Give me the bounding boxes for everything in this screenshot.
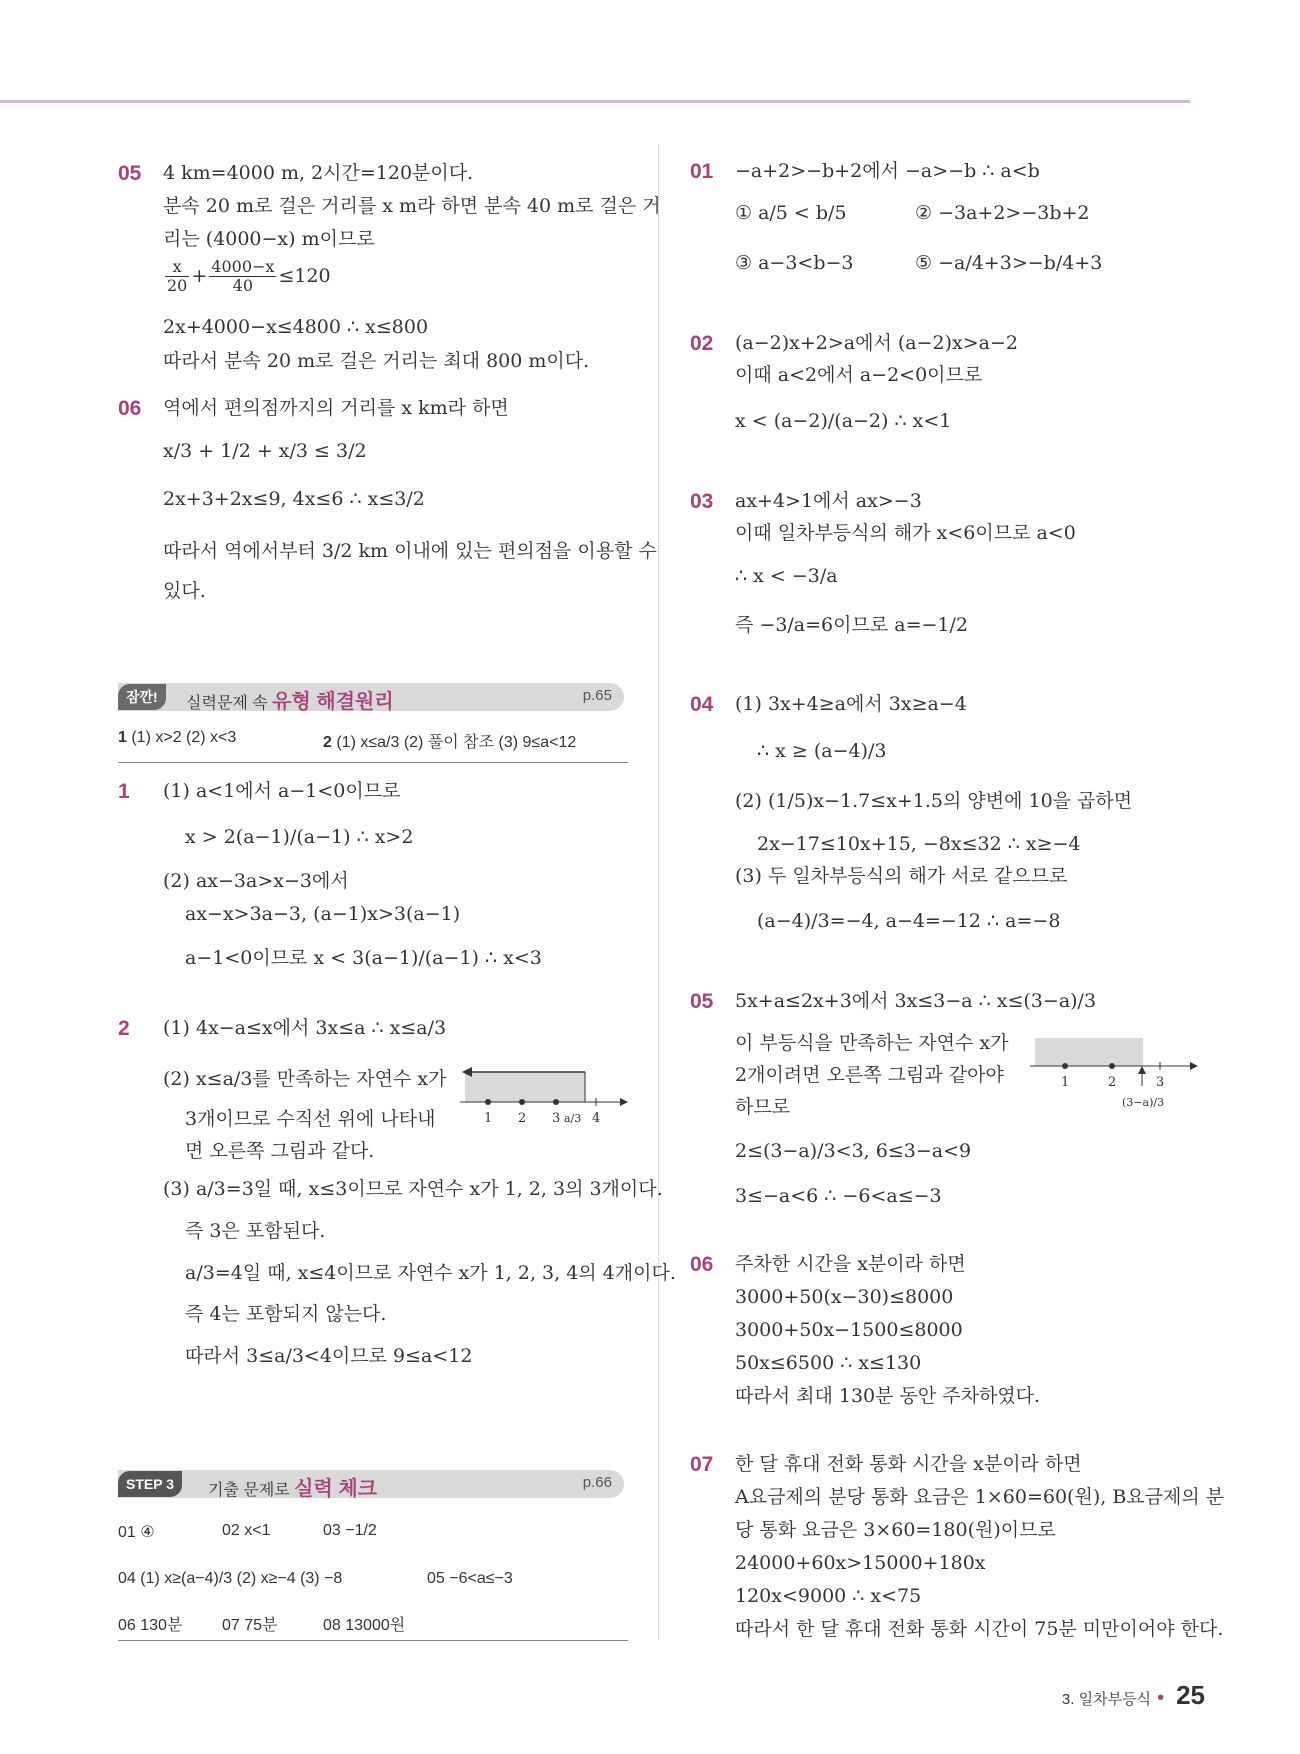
solution-region — [1035, 1038, 1143, 1066]
mark-label: (3−a)/3 — [1122, 1096, 1165, 1109]
equation: (a−4)/3=−4, a−4=−12 ∴ a=−8 — [757, 910, 1061, 932]
step-badge: STEP 3 — [118, 1471, 182, 1497]
equation: 2x−17≤10x+15, −8x≤32 ∴ x≥−4 — [757, 833, 1081, 855]
tick-label: 3 — [552, 1111, 561, 1126]
text-line: (1) a<1에서 a−1<0이므로 — [163, 780, 401, 802]
text-line: (a−2)x+2>a에서 (a−2)x>a−2 — [735, 332, 1019, 354]
chapter-label: 3. 일차부등식 — [1061, 1691, 1152, 1708]
divider-line — [118, 1640, 628, 1641]
problem-number: 07 — [690, 1453, 714, 1476]
divider-line — [118, 762, 628, 763]
text-line: 2x+4000−x≤4800 ∴ x≤800 — [163, 316, 429, 338]
text-line: 하므로 — [735, 1096, 791, 1118]
text-line: 4 km=4000 m, 2시간=120분이다. — [163, 162, 474, 184]
text-line: 따라서 한 달 휴대 전화 통화 시간이 75분 미만이어야 한다. — [735, 1618, 1224, 1640]
equation: 2≤(3−a)/3<3, 6≤3−a<9 — [735, 1140, 972, 1162]
text-line: 따라서 분속 20 m로 걸은 거리는 최대 800 m이다. — [163, 350, 590, 372]
axis-arrow — [620, 1098, 628, 1106]
answer-item: 01 ④ — [118, 1524, 155, 1541]
equation: x < (a−2)/(a−2) ∴ x<1 — [735, 410, 952, 432]
number-line-diagram — [460, 1060, 630, 1130]
answer-number: 1 — [118, 729, 127, 746]
text-line: (2) (1/5)x−1.7≤x+1.5의 양변에 10을 곱하면 — [735, 790, 1133, 812]
problem-number: 05 — [118, 162, 142, 185]
text-line: (1) 4x−a≤x에서 3x≤a ∴ x≤a/3 — [163, 1017, 447, 1039]
answer-item: 02 x<1 — [222, 1522, 271, 1539]
equation: ax−x>3a−3, (a−1)x>3(a−1) — [185, 903, 461, 925]
text-line: 이때 a<2에서 a−2<0이므로 — [735, 364, 983, 386]
equation: 3≤−a<6 ∴ −6<a≤−3 — [735, 1185, 942, 1207]
tick-label: 4 — [592, 1111, 601, 1126]
problem-number: 04 — [690, 693, 714, 716]
equation: ① a/5 < b/5 — [735, 202, 847, 224]
numerator: 4000−x — [211, 257, 275, 276]
text-line: (2) x≤a/3를 만족하는 자연수 x가 — [163, 1068, 447, 1090]
text-line: (1) 3x+4≥a에서 3x≥a−4 — [735, 693, 967, 715]
top-divider-bar — [0, 100, 1190, 103]
problem-number: 03 — [690, 490, 714, 513]
number-line-diagram — [1030, 1030, 1205, 1120]
equation: 120x<9000 ∴ x<75 — [735, 1585, 922, 1607]
equation: 즉 −3/a=6이므로 a=−1/2 — [735, 614, 968, 636]
section-header-box — [118, 1470, 624, 1498]
problem-number: 06 — [118, 397, 142, 420]
problem-number: 05 — [690, 990, 714, 1013]
page-number: 25 — [1176, 1680, 1205, 1710]
fraction — [165, 258, 189, 296]
tick-label: 1 — [484, 1111, 493, 1126]
equation: ∴ x < −3/a — [735, 565, 838, 587]
numerator: x — [165, 258, 189, 277]
text-line: 면 오른쪽 그림과 같다. — [185, 1140, 375, 1162]
fraction — [209, 258, 276, 296]
tick-label: 3 — [1156, 1075, 1165, 1090]
text-line: −a+2>−b+2에서 −a>−b ∴ a<b — [735, 160, 1040, 182]
solution-region — [465, 1072, 585, 1102]
tick-label: 1 — [1061, 1075, 1070, 1090]
text-line: 즉 3은 포함된다. — [185, 1220, 326, 1242]
problem-number: 06 — [690, 1253, 714, 1276]
equation: x > 2(a−1)/(a−1) ∴ x>2 — [185, 826, 414, 848]
answer-item — [323, 729, 576, 752]
answer-item: 07 75분 — [222, 1617, 278, 1634]
text-line: 따라서 최대 130분 동안 주차하였다. — [735, 1385, 1041, 1407]
denominator: 40 — [232, 276, 254, 296]
equation: 3000+50(x−30)≤8000 — [735, 1286, 954, 1308]
tick-label: 2 — [1108, 1075, 1117, 1090]
section-title-prefix: 실력문제 속 — [186, 695, 273, 712]
text-line: A요금제의 분당 통화 요금은 1×60=60(원), B요금제의 분 — [735, 1486, 1225, 1508]
answer-item: 03 −1/2 — [323, 1522, 377, 1539]
answer-item — [118, 729, 236, 747]
equation: ③ a−3<b−3 — [735, 252, 854, 274]
pointer-arrow — [1138, 1066, 1146, 1074]
problem-number: 1 — [118, 780, 130, 803]
text-line: 이 부등식을 만족하는 자연수 x가 — [735, 1032, 1009, 1054]
text-line: 분속 20 m로 걸은 거리를 x m라 하면 분속 40 m로 걸은 거 — [163, 195, 661, 217]
tick-label: 2 — [518, 1111, 527, 1126]
mark-label: a/3 — [564, 1112, 582, 1125]
page-footer — [1062, 1680, 1205, 1711]
answer-number: 2 — [323, 734, 332, 751]
axis-arrow — [1190, 1062, 1198, 1070]
text-line: 즉 4는 포함되지 않는다. — [185, 1303, 387, 1325]
text-line: ax+4>1에서 ax>−3 — [735, 490, 922, 512]
answer-text: (1) x≤a/3 (2) 풀이 참조 (3) 9≤a<12 — [331, 734, 577, 751]
text-line: 주차한 시간을 x분이라 하면 — [735, 1253, 966, 1275]
text-line: 역에서 편의점까지의 거리를 x km라 하면 — [163, 397, 509, 419]
text-line: (3) 두 일차부등식의 해가 서로 같으므로 — [735, 865, 1068, 887]
point-3 — [553, 1099, 559, 1105]
section-header-box — [118, 683, 624, 711]
equation: 50x≤6500 ∴ x≤130 — [735, 1352, 922, 1374]
text-line: 따라서 3≤a/3<4이므로 9≤a<12 — [185, 1345, 473, 1367]
operator: + — [191, 264, 208, 287]
text-line: 리는 (4000−x) m이므로 — [163, 228, 375, 250]
section-title-prefix: 기출 문제로 — [208, 1482, 295, 1499]
column-divider — [658, 145, 660, 1640]
section-title-highlight: 실력 체크 — [294, 1478, 378, 1500]
text-line: (2) ax−3a>x−3에서 — [163, 870, 349, 892]
equation: ⑤ −a/4+3>−b/4+3 — [915, 252, 1103, 274]
text-line: a/3=4일 때, x≤4이므로 자연수 x가 1, 2, 3, 4의 4개이다. — [185, 1262, 676, 1284]
text-line: 3개이므로 수직선 위에 나타내 — [185, 1108, 436, 1130]
point-1 — [1062, 1063, 1068, 1069]
equation — [163, 258, 331, 296]
equation: ② −3a+2>−3b+2 — [915, 202, 1090, 224]
text-line: 이때 일차부등식의 해가 x<6이므로 a<0 — [735, 522, 1076, 544]
text-line: 있다. — [163, 580, 206, 602]
point-1 — [485, 1099, 491, 1105]
point-2 — [519, 1099, 525, 1105]
equation: a−1<0이므로 x < 3(a−1)/(a−1) ∴ x<3 — [185, 947, 542, 969]
text-line: 2개이려면 오른쪽 그림과 같아야 — [735, 1064, 1004, 1086]
page-reference: p.65 — [582, 687, 612, 704]
answer-item: 06 130분 — [118, 1617, 183, 1634]
problem-number: 02 — [690, 332, 714, 355]
equation: 24000+60x>15000+180x — [735, 1552, 986, 1574]
equation: x/3 + 1/2 + x/3 ≤ 3/2 — [163, 440, 367, 462]
section-title — [186, 685, 394, 714]
denominator: 20 — [167, 276, 188, 296]
equation: 2x+3+2x≤9, 4x≤6 ∴ x≤3/2 — [163, 488, 425, 510]
problem-number: 2 — [118, 1017, 130, 1040]
answer-item: 05 −6<a≤−3 — [427, 1570, 513, 1587]
section-title — [208, 1472, 377, 1501]
answer-item: 04 (1) x≥(a−4)/3 (2) x≥−4 (3) −8 — [118, 1570, 343, 1587]
answer-text: (1) x>2 (2) x<3 — [126, 729, 237, 746]
equation: 3000+50x−1500≤8000 — [735, 1319, 963, 1341]
problem-number: 01 — [690, 160, 714, 183]
bullet-dot: • — [1157, 1687, 1165, 1709]
text-line: 당 통화 요금은 3×60=180(원)이므로 — [735, 1519, 1056, 1541]
text-line: 한 달 휴대 전화 통화 시간을 x분이라 하면 — [735, 1453, 1082, 1475]
text-line: 따라서 역에서부터 3/2 km 이내에 있는 편의점을 이용할 수 — [163, 540, 657, 562]
text-line: 5x+a≤2x+3에서 3x≤3−a ∴ x≤(3−a)/3 — [735, 990, 1097, 1012]
text-line: (3) a/3=3일 때, x≤3이므로 자연수 x가 1, 2, 3의 3개이다. — [163, 1178, 663, 1200]
point-2 — [1109, 1063, 1115, 1069]
equation: ∴ x ≥ (a−4)/3 — [757, 740, 887, 762]
section-title-highlight: 유형 해결원리 — [272, 691, 394, 713]
page-reference: p.66 — [582, 1474, 612, 1491]
section-badge: 잠깐! — [118, 684, 166, 710]
operator: ≤120 — [278, 264, 331, 287]
answer-item: 08 13000원 — [323, 1617, 406, 1634]
